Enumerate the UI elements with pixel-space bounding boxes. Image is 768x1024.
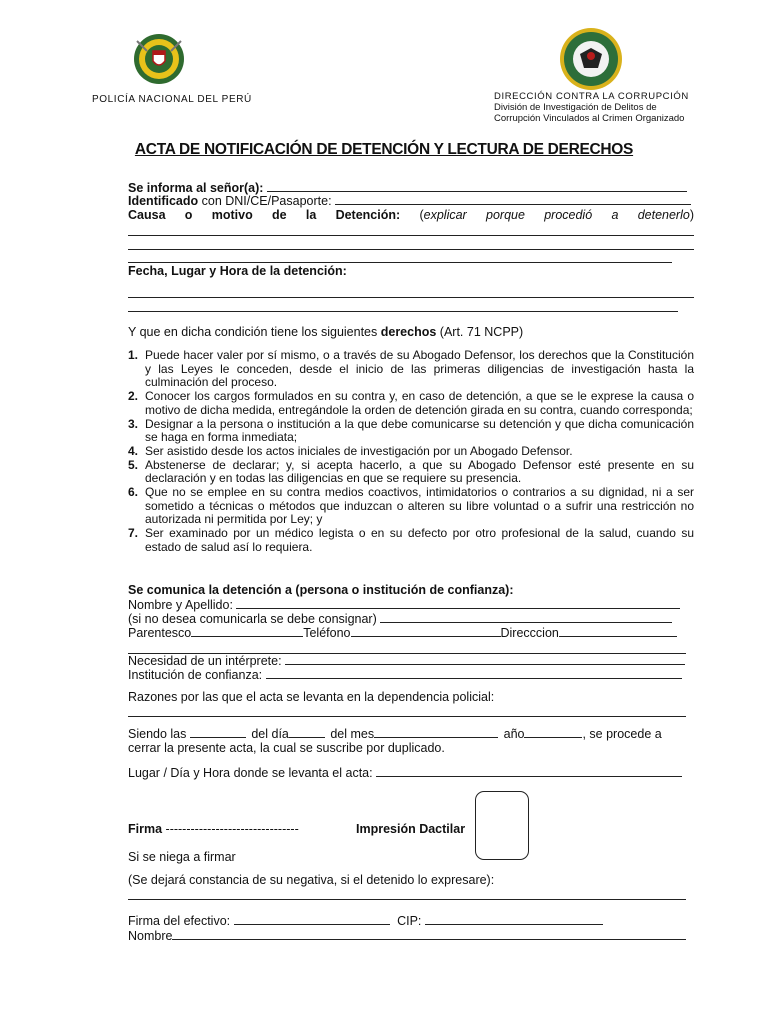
identificado-bold: Identificado [128,194,199,208]
causa-hint-open: ( [419,208,424,222]
right-text: Abstenerse de declarar; y, si acepta hacerlo, a que su Abogado Defensor esté presente en su declaración y en todas las diligencias en que se requiere su presencia. [145,457,694,486]
parentesco-blank[interactable] [191,626,303,637]
right-text: Ser examinado por un médico legista o en su defecto por otro profesional de la salud, cuando su estado de salud así lo requiera. [145,526,694,554]
right-number: 6. [128,485,139,500]
firma-dashes[interactable]: -------------------------------- [165,822,299,836]
causa-line-3[interactable] [128,262,672,263]
razones-line[interactable] [128,716,686,717]
parentesco-row [128,626,694,640]
causa-hint-close: ) [689,208,694,222]
institucion-label: Institución de confianza: [128,668,263,682]
direccion-label: Direcccion [500,626,559,640]
nombre-blank[interactable] [236,598,680,609]
fecha-line-2[interactable] [128,311,678,312]
lugar-blank[interactable] [376,766,682,777]
cip-blank[interactable] [425,914,603,925]
firma-label: Firma [128,822,163,836]
parentesco-label: Parentesco [128,626,192,640]
telefono-label: Teléfono [303,626,351,640]
direccion-blank[interactable] [559,626,677,637]
nombre-efectivo-blank[interactable] [172,929,686,940]
right-text: Que no se emplee en su contra medios coactivos, intimidatorios o contrarios a su dignidad, ni a ser sometido a técnicas o métodos que induzcan o alteren su libre voluntad o a sufrir una restricción no autorizada ni permitida por Ley; y [145,485,694,527]
causa-label: Causa o motivo de la Detención: [128,208,401,222]
right-item [128,349,694,390]
rights-intro-post: (Art. 71 NCPP) [436,325,524,339]
header-right-line2: División de Investigación de Delitos de [494,102,657,113]
anio-label: año [503,727,525,741]
causa-line-1[interactable] [128,235,694,236]
anio-blank[interactable] [524,727,582,738]
no-desea-label: (si no desea comunicarla se debe consignar) [128,612,377,626]
right-text: Conocer los cargos formulados en su contra y, en caso de detención, a que se le exprese la causa o motivo de dicha medida, entregándole la orden de detención girada en su contra, cuando corresponda; [145,389,694,417]
right-text: Ser asistido desde los actos iniciales de investigación por un Abogado Defensor. [145,443,573,458]
contact-heading: Se comunica la detención a (persona o institución de confianza): [128,583,514,597]
mes-blank[interactable] [374,727,498,738]
identificado-blank[interactable] [335,194,691,205]
right-item [128,527,694,554]
right-item [128,459,694,486]
right-item [128,445,694,459]
lugar-row [128,766,694,780]
fecha-label: Fecha, Lugar y Hora de la detención: [128,264,347,278]
right-number: 4. [128,443,139,458]
firma-efectivo-row [128,914,694,928]
right-item [128,418,694,445]
razones-label: Razones por las que el acta se levanta en la dependencia policial: [128,690,495,704]
right-number: 2. [128,389,139,404]
header-right-block [494,91,689,124]
header-right-line1: DIRECCIÓN CONTRA LA CORRUPCIÓN [494,91,689,102]
institucion-row [128,668,694,682]
cerrar-acta-text: cerrar la presente acta, la cual se suscribe por duplicado. [128,741,445,755]
del-dia-label: del día [251,727,289,741]
interprete-label: Necesidad de un intérprete: [128,654,282,668]
right-item [128,390,694,417]
rights-intro-pre: Y que en dicha condición tiene los siguientes [128,325,381,339]
right-item [128,486,694,527]
right-text: Puede hacer valer por sí mismo, o a través de su Abogado Defensor, los derechos que la Constitución y las Leyes le conceden, desde el inicio de las primeras diligencias de investigación hasta la culminación del proceso. [145,348,694,390]
interprete-blank[interactable] [285,654,685,665]
impresion-label: Impresión Dactilar [356,822,466,836]
no-desea-blank[interactable] [380,612,672,623]
causa-line-2[interactable] [128,249,694,250]
rights-intro [128,325,694,339]
causa-hint: explicar porque procedió a detenerlo [423,208,690,222]
dia-blank[interactable] [289,727,325,738]
firma-efectivo-label: Firma del efectivo: [128,914,231,928]
siendo-row [128,727,694,741]
informa-label: Se informa al señor(a): [128,181,264,195]
cip-label: CIP: [397,914,422,928]
nombre-label: Nombre y Apellido: [128,598,233,612]
nombre-row [128,598,694,612]
informa-row [128,181,694,195]
causa-row [128,208,694,222]
identificado-row [128,194,694,208]
constancia-label: (Se dejará constancia de su negativa, si el detenido lo expresare): [128,873,495,887]
niega-label: Si se niega a firmar [128,850,236,864]
procede-label: , se procede a [582,727,662,741]
rights-intro-bold: derechos [380,325,437,339]
informa-blank[interactable] [267,181,687,192]
institucion-blank[interactable] [266,668,682,679]
constancia-line[interactable] [128,899,686,900]
right-text: Designar a la persona o institución a la que debe comunicarse su detención y que dicha comunicación se haga en forma inmediata; [145,416,694,445]
firma-row [128,822,299,836]
telefono-blank[interactable] [351,626,501,637]
siendo-label: Siendo las [128,727,187,741]
right-number: 1. [128,348,139,362]
header-right-line3: Corrupción Vinculados al Crimen Organizado [494,113,685,124]
pnp-emblem-icon [131,31,187,87]
right-number: 7. [128,526,139,541]
interprete-row [128,654,694,668]
hora-blank[interactable] [190,727,246,738]
del-mes-label: del mes [330,727,375,741]
anticorruption-seal-icon [558,26,624,92]
fecha-line-1[interactable] [128,297,694,298]
rights-list [128,349,694,555]
firma-efectivo-blank[interactable] [234,914,390,925]
nombre-efectivo-label: Nombre [128,929,173,943]
right-number: 3. [128,416,139,431]
header-left-org: POLICÍA NACIONAL DEL PERÚ [92,94,252,105]
nombre-efectivo-row [128,929,694,943]
right-number: 5. [128,457,139,472]
lugar-label: Lugar / Día y Hora donde se levanta el acta: [128,766,373,780]
no-desea-row [128,612,694,626]
identificado-rest: con DNI/CE/Pasaporte: [198,194,332,208]
document-title: ACTA DE NOTIFICACIÓN DE DETENCIÓN Y LECTURA DE DERECHOS [134,141,634,158]
